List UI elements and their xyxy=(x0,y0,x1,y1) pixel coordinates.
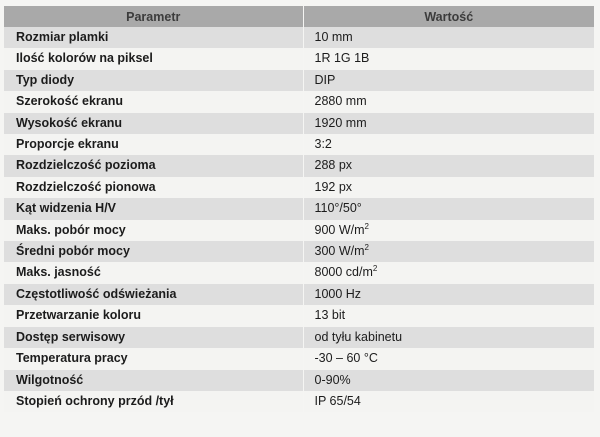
table-row xyxy=(4,391,594,412)
row-value: 1R 1G 1B xyxy=(303,48,594,69)
row-value: IP 65/54 xyxy=(303,391,594,412)
row-value: 2880 mm xyxy=(303,91,594,112)
table-row xyxy=(4,348,594,369)
row-value: 10 mm xyxy=(303,27,594,48)
row-label: Proporcje ekranu xyxy=(4,134,303,155)
table-row xyxy=(4,177,594,198)
table-row xyxy=(4,27,594,48)
table-row xyxy=(4,220,594,241)
row-value: 192 px xyxy=(303,177,594,198)
table-row xyxy=(4,134,594,155)
value-text: 900 W/m xyxy=(314,222,365,237)
row-value: 13 bit xyxy=(303,305,594,326)
row-value: 110°/50° xyxy=(303,198,594,219)
row-value: 1920 mm xyxy=(303,113,594,134)
row-label: Maks. jasność xyxy=(4,262,303,283)
value-text: 300 W/m xyxy=(314,244,365,259)
header-wartosc: Wartość xyxy=(303,6,594,27)
row-value: -30 – 60 °C xyxy=(303,348,594,369)
row-value: DIP xyxy=(303,70,594,91)
row-label: Rozmiar plamki xyxy=(4,27,303,48)
row-value: 1000 Hz xyxy=(303,284,594,305)
unit-superscript: 2 xyxy=(364,243,369,253)
table-row xyxy=(4,91,594,112)
table-header-row xyxy=(4,6,594,27)
table-row xyxy=(4,48,594,69)
row-label: Rozdzielczość pionowa xyxy=(4,177,303,198)
row-value xyxy=(303,241,594,262)
row-label: Rozdzielczość pozioma xyxy=(4,155,303,176)
row-value xyxy=(303,262,594,283)
row-label: Maks. pobór mocy xyxy=(4,220,303,241)
row-label: Szerokość ekranu xyxy=(4,91,303,112)
row-value xyxy=(303,220,594,241)
table-row xyxy=(4,113,594,134)
unit-superscript: 2 xyxy=(364,221,369,231)
table-row xyxy=(4,198,594,219)
spec-table xyxy=(4,6,594,412)
row-label: Dostęp serwisowy xyxy=(4,327,303,348)
row-label: Średni pobór mocy xyxy=(4,241,303,262)
value-text: 8000 cd/m xyxy=(314,265,373,280)
table-row xyxy=(4,155,594,176)
row-label: Wysokość ekranu xyxy=(4,113,303,134)
row-label: Kąt widzenia H/V xyxy=(4,198,303,219)
table-row xyxy=(4,370,594,391)
header-parametr: Parametr xyxy=(4,6,303,27)
row-value: 288 px xyxy=(303,155,594,176)
row-value: 3:2 xyxy=(303,134,594,155)
row-label: Stopień ochrony przód /tył xyxy=(4,391,303,412)
table-row xyxy=(4,241,594,262)
row-label: Wilgotność xyxy=(4,370,303,391)
row-label: Przetwarzanie koloru xyxy=(4,305,303,326)
table-row xyxy=(4,327,594,348)
row-value: od tyłu kabinetu xyxy=(303,327,594,348)
row-label: Temperatura pracy xyxy=(4,348,303,369)
row-label: Ilość kolorów na piksel xyxy=(4,48,303,69)
table-row xyxy=(4,262,594,283)
row-label: Częstotliwość odświeżania xyxy=(4,284,303,305)
table-row xyxy=(4,305,594,326)
table-row xyxy=(4,70,594,91)
row-value: 0-90% xyxy=(303,370,594,391)
unit-superscript: 2 xyxy=(372,264,378,274)
table-row xyxy=(4,284,594,305)
row-label: Typ diody xyxy=(4,70,303,91)
